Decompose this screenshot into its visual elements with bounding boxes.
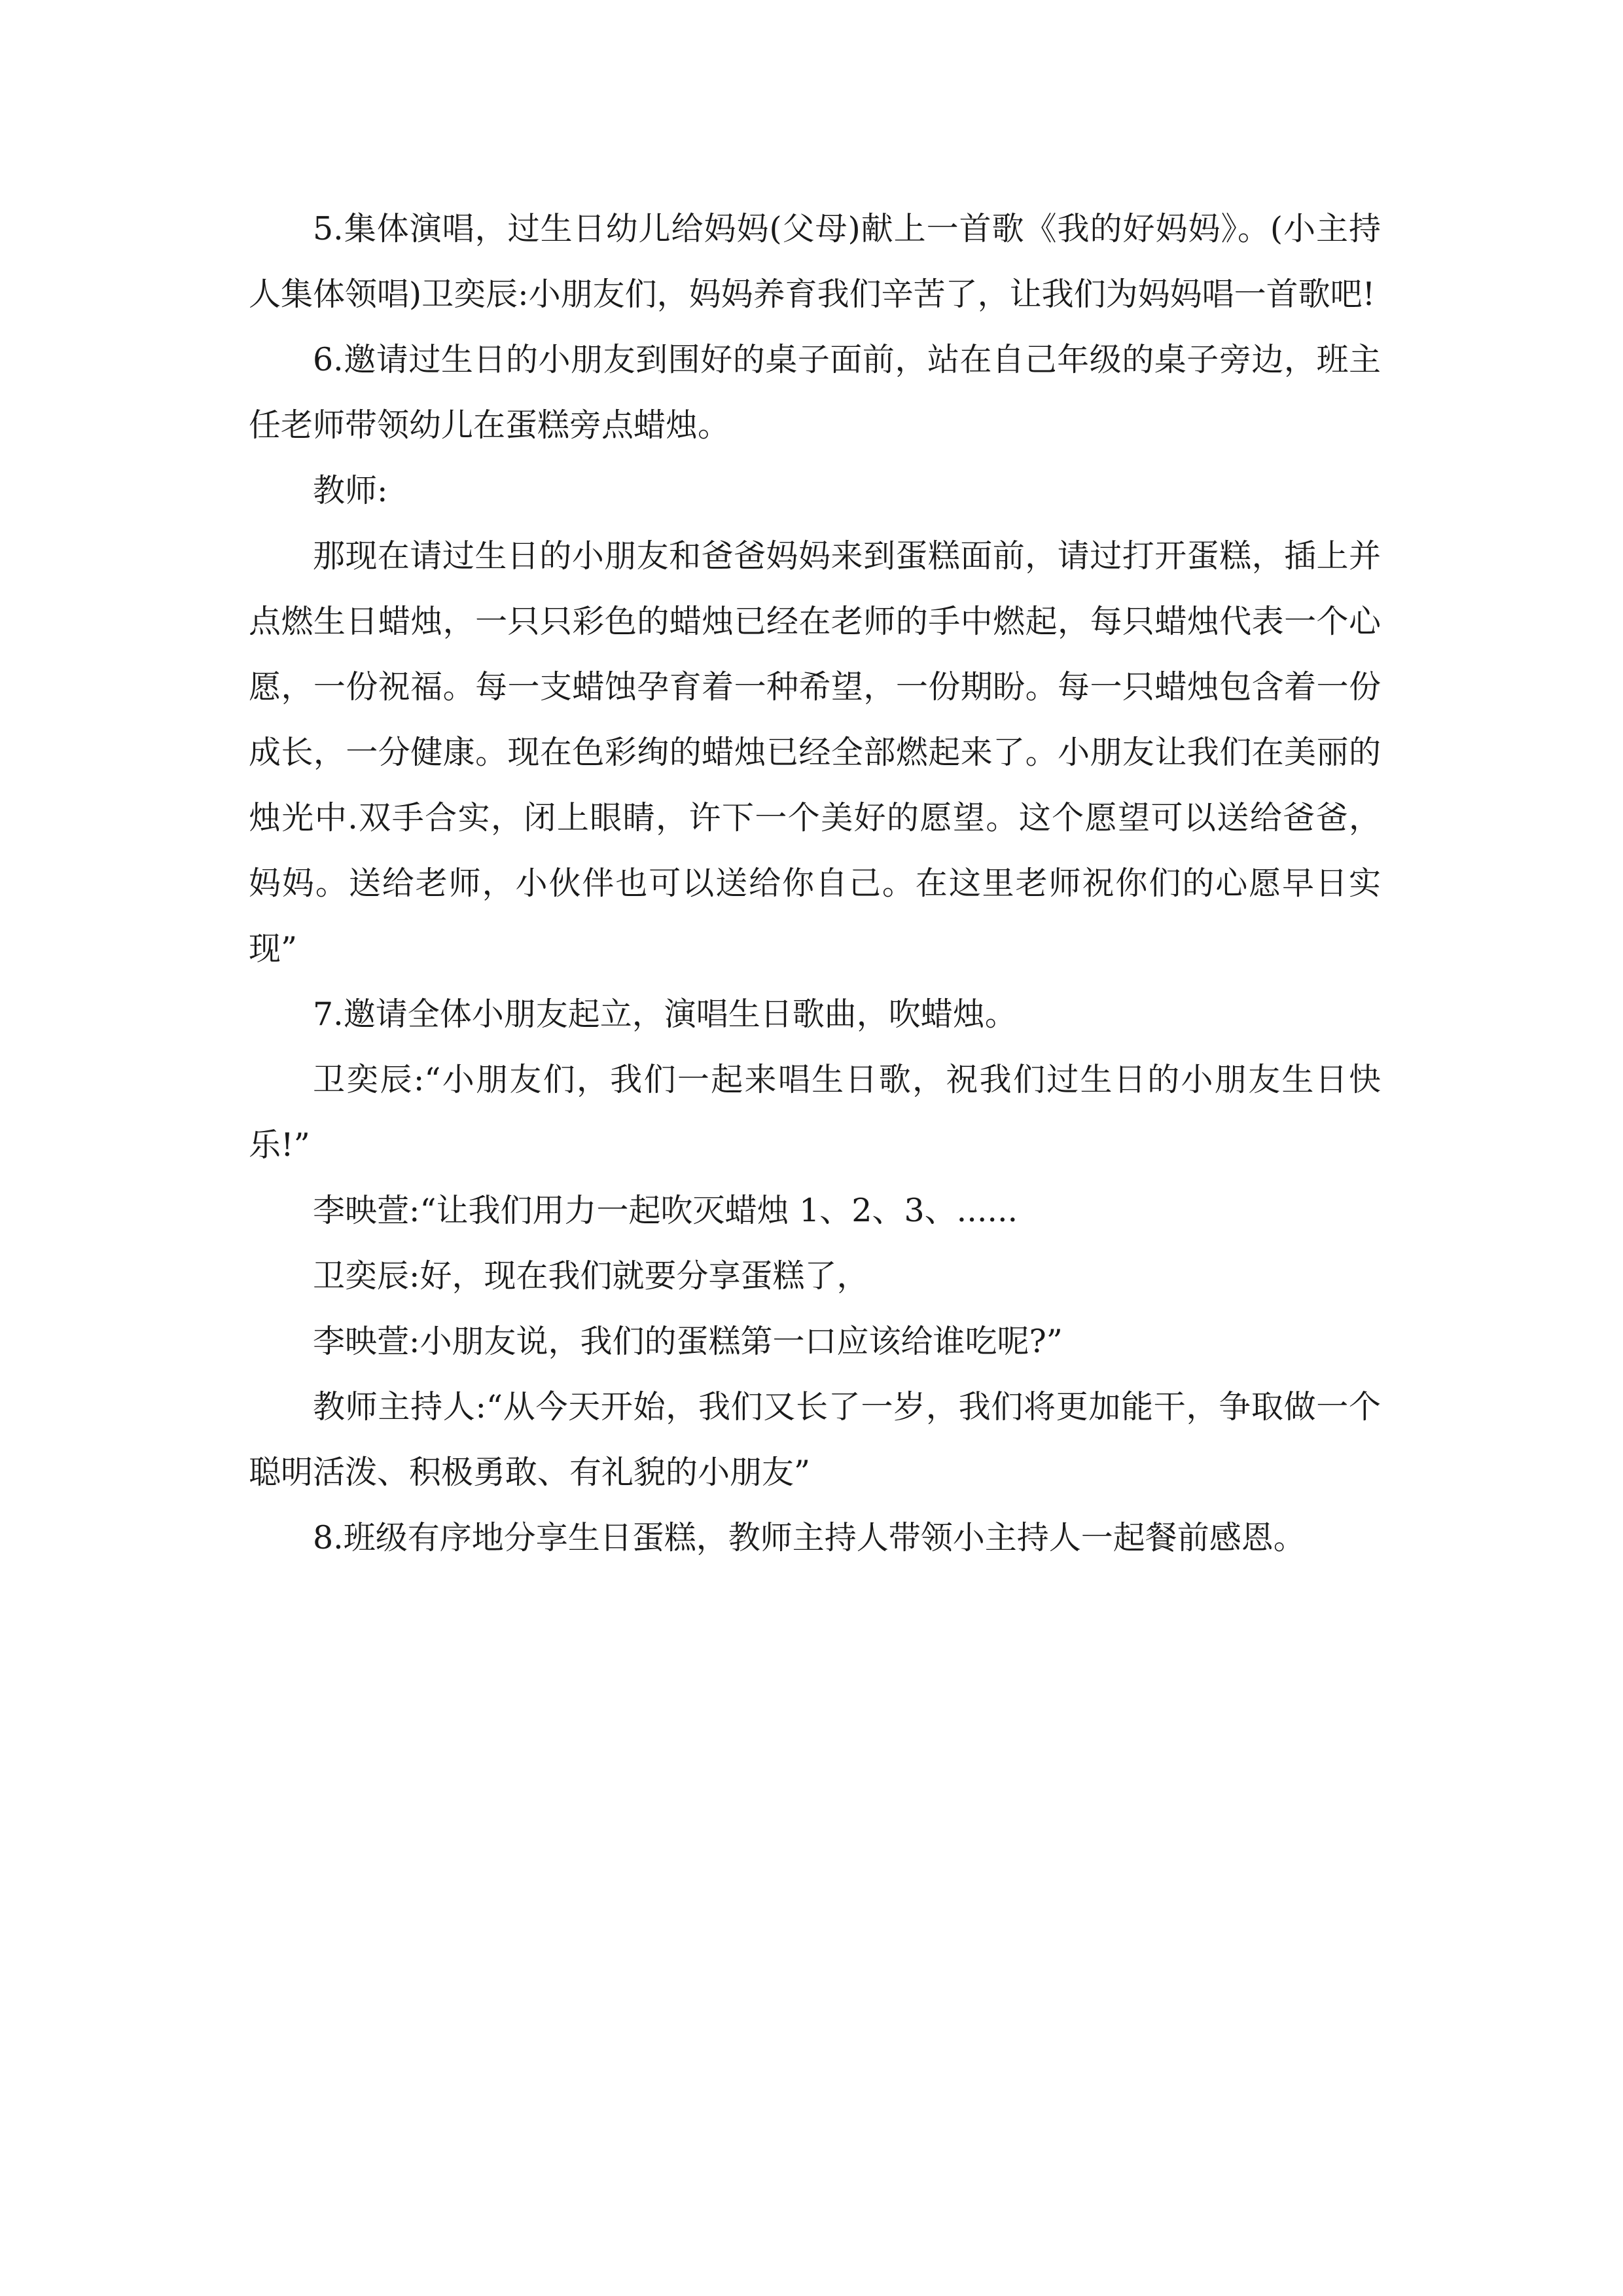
paragraph-teacher-label: 教师:: [313, 472, 388, 509]
paragraph-wei-yichen-line-2: 卫奕辰:好，现在我们就要分享蛋糕了，: [313, 1257, 869, 1295]
paragraph-item-8-share-cake: 8.班级有序地分享生日蛋糕，教师主持人带领小主持人一起餐前感恩。: [313, 1519, 1306, 1556]
paragraph-wei-yichen-line-1: 卫奕辰:“小朋友们，我们一起来唱生日歌，祝我们过生日的小朋友生日快乐!”: [249, 1061, 1381, 1164]
paragraph-teacher-host-line: 教师主持人:“从今天开始，我们又长了一岁，我们将更加能干，争取做一个聪明活泼、积极勇敢、有礼貌的小朋友”: [249, 1388, 1381, 1491]
paragraph-item-6-light-candles: 6.邀请过生日的小朋友到围好的桌子面前，站在自己年级的桌子旁边，班主任老师带领幼儿在蛋糕旁点蜡烛。: [249, 341, 1381, 444]
paragraph-item-5-group-singing: 5.集体演唱，过生日幼儿给妈妈(父母)献上一首歌《我的好妈妈》。(小主持人集体领唱)卫奕辰:小朋友们，妈妈养育我们辛苦了，让我们为妈妈唱一首歌吧!: [249, 210, 1381, 313]
paragraph-teacher-speech: 那现在请过生日的小朋友和爸爸妈妈来到蛋糕面前，请过打开蛋糕，插上并点燃生日蜡烛，一只只彩色的蜡烛已经在老师的手中燃起，每只蜡烛代表一个心愿，一份祝福。每一支蜡蚀孕育着一种希望，一份期盼。每一只蜡烛包含着一份成长，一分健康。现在色彩绚的蜡烛已经全部燃起来了。小朋友让我们在美丽的烛光中.双手合实，闭上眼睛，许下一个美好的愿望。这个愿望可以送给爸爸，妈妈。送给老师，小伙伴也可以送给你自己。在这里老师祝你们的心愿早日实现”: [249, 537, 1381, 967]
paragraph-li-yingxuan-line-2: 李映萱:小朋友说，我们的蛋糕第一口应该给谁吃呢?”: [313, 1323, 1063, 1360]
paragraph-li-yingxuan-line-1: 李映萱:“让我们用力一起吹灭蜡烛 1、2、3、......: [313, 1192, 1018, 1229]
paragraph-item-7-birthday-song: 7.邀请全体小朋友起立，演唱生日歌曲，吹蜡烛。: [313, 996, 1017, 1033]
document-body: [249, 196, 1381, 1571]
